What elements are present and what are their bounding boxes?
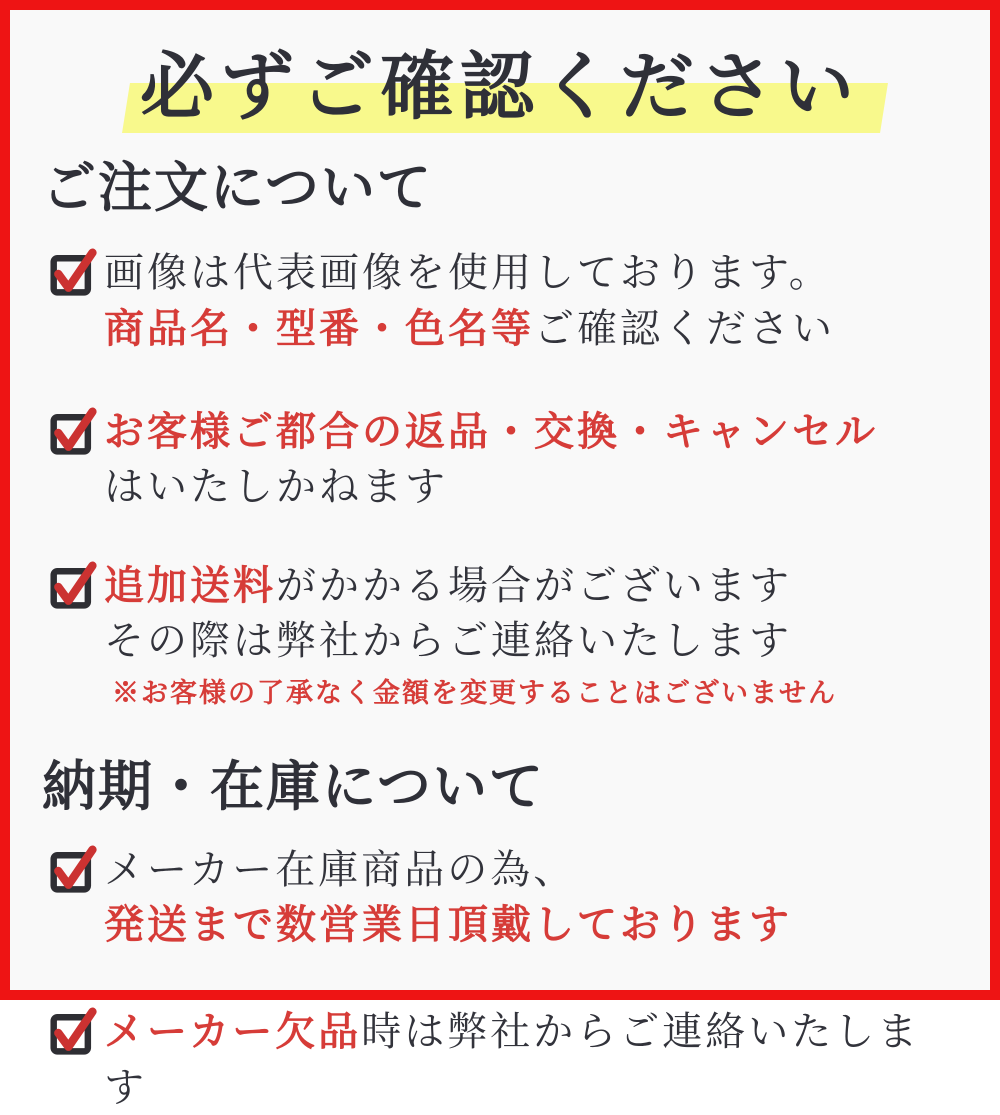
checkbox-icon — [50, 1006, 98, 1058]
section-heading-stock: 納期・在庫について — [42, 756, 545, 817]
title-wrap — [10, 48, 990, 129]
checklist-item-text — [104, 245, 835, 355]
item2-line1-emphasis: お客様ご都合の返品・交換・キャンセル — [104, 408, 878, 454]
item1-line2-rest: ご確認ください — [534, 305, 835, 351]
item3-line2: その際は弊社からご連絡いたします — [104, 618, 792, 664]
checklist-item-returns — [50, 404, 960, 514]
item3-note: ※お客様の了承なく金額を変更することはございません — [112, 677, 837, 708]
item4-line1: メーカー在庫商品の為、 — [104, 846, 577, 892]
notice-title-text: 必ずご確認ください — [140, 47, 860, 129]
checklist-item-text — [104, 1004, 960, 1114]
checklist-item-text — [104, 558, 837, 712]
section-heading-orders: ご注文について — [42, 158, 433, 219]
notice-title — [132, 48, 868, 129]
item4-line2-emphasis: 発送まで数営業日頂戴しております — [104, 902, 792, 948]
checkbox-icon — [50, 406, 98, 458]
checklist-item-representative-image — [50, 245, 960, 355]
checklist-item-maker-shortage — [50, 1004, 960, 1114]
item5-line1-rest: 時は弊社からご連絡いたします — [104, 1009, 921, 1110]
checklist-item-maker-stock — [50, 842, 960, 952]
checkbox-icon — [50, 844, 98, 896]
item2-line2: はいたしかねます — [104, 464, 448, 510]
item3-line1-rest: がかかる場合がございます — [276, 563, 792, 609]
item1-line1: 画像は代表画像を使用しております。 — [104, 250, 832, 296]
item1-line2-emphasis: 商品名・型番・色名等 — [104, 305, 534, 351]
checkbox-icon — [50, 247, 98, 299]
checkbox-icon — [50, 560, 98, 612]
checklist-item-text — [104, 404, 878, 514]
checklist-item-extra-shipping — [50, 558, 960, 712]
item5-line1-emphasis: メーカー欠品 — [104, 1009, 362, 1055]
item3-line1-emphasis: 追加送料 — [104, 563, 276, 609]
checklist-item-text — [104, 842, 792, 952]
